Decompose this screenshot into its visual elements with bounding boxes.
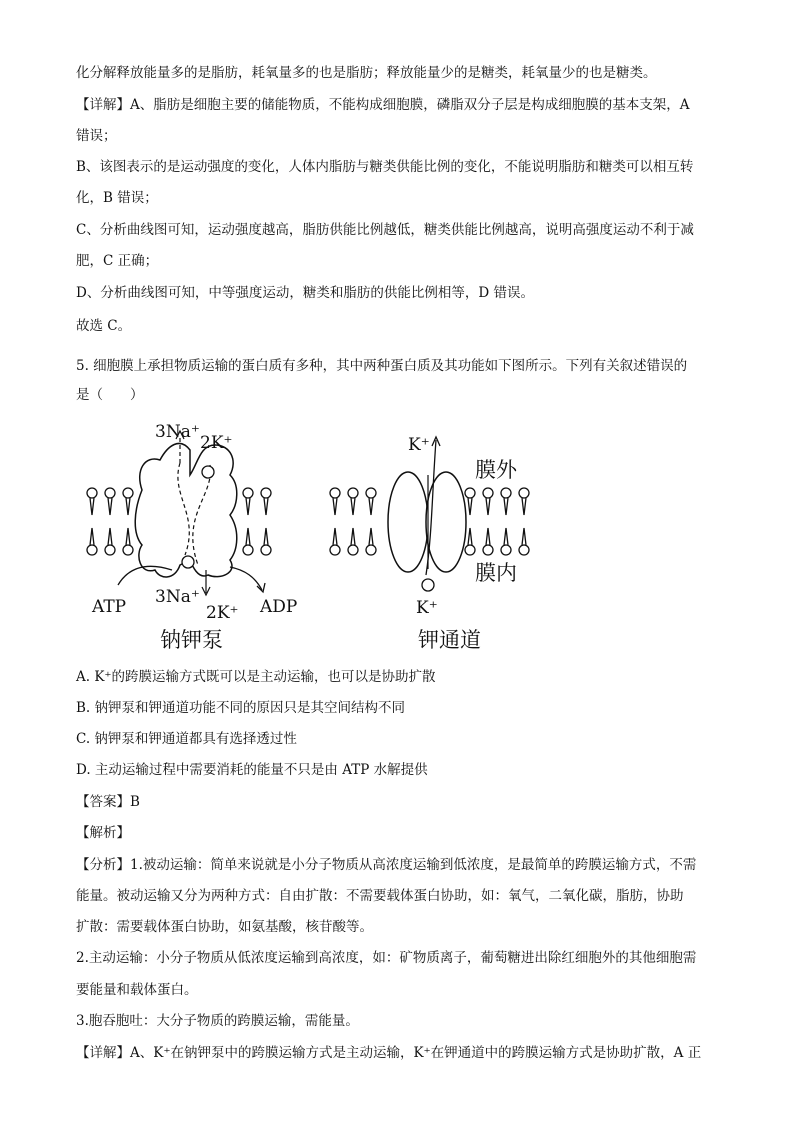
text-line: 化分解释放能量多的是脂肪，耗氧量多的也是脂肪；释放能量少的是糖类，耗氧量少的也是糖类。: [76, 65, 657, 81]
text-line: C、分析曲线图可知，运动强度越高，脂肪供能比例越低，糖类供能比例越高，说明高强度运动不利于减: [76, 222, 694, 238]
sodium-potassium-pump-figure: [87, 422, 297, 652]
analysis-line: 2.主动运输：小分子物质从低浓度运输到高浓度，如：矿物质离子，葡萄糖进出除红细胞外的其他细胞需: [76, 950, 697, 966]
answer-line: 【答案】B: [76, 794, 140, 810]
option-a: A. K⁺的跨膜运输方式既可以是主动运输，也可以是协助扩散: [76, 669, 436, 685]
pump-caption: 钠钾泵: [160, 628, 223, 652]
inside-membrane-label: 膜内: [475, 561, 517, 585]
text-line: 故选 C。: [76, 318, 132, 334]
outside-membrane-label: 膜外: [475, 458, 517, 482]
analysis-line: 3.胞吞胞吐：大分子物质的跨膜运输，需能量。: [76, 1013, 359, 1029]
question-stem-cont: 是（ ）: [76, 387, 144, 403]
analysis-line: 要能量和载体蛋白。: [76, 982, 198, 998]
analysis-title: 【解析】: [76, 825, 130, 841]
atp-label: ATP: [92, 597, 127, 617]
pump-bottom-k-label: 2K⁺: [206, 603, 239, 623]
option-d: D. 主动运输过程中需要消耗的能量不只是由 ATP 水解提供: [76, 762, 428, 778]
text-line: 化，B 错误；: [76, 190, 158, 206]
question-stem: 5. 细胞膜上承担物质运输的蛋白质有多种，其中两种蛋白质及其功能如下图所示。下列有关叙述错误的: [76, 358, 688, 374]
option-b: B. 钠钾泵和钾通道功能不同的原因只是其空间结构不同: [76, 700, 406, 716]
potassium-channel-figure: [330, 435, 529, 652]
option-c: C. 钠钾泵和钾通道都具有选择透过性: [76, 731, 297, 747]
text-line: 错误；: [76, 128, 117, 144]
text-line: B、该图表示的是运动强度的变化，人体内脂肪与糖类供能比例的变化，不能说明脂肪和糖类可以相互转: [76, 159, 694, 175]
channel-top-k-label: K⁺: [408, 435, 430, 455]
pump-top-na-label: 3Na⁺: [155, 422, 200, 442]
text-line: 【详解】A、脂肪是细胞主要的储能物质，不能构成细胞膜，磷脂双分子层是构成细胞膜的基本支架，A: [76, 97, 690, 113]
analysis-line: 【分析】1.被动运输：简单来说就是小分子物质从高浓度运输到低浓度，是最简单的跨膜运输方式，不需: [76, 857, 697, 873]
text-line: 肥，C 正确；: [76, 253, 159, 269]
analysis-line: 能量。被动运输又分为两种方式：自由扩散：不需要载体蛋白协助，如：氧气，二氧化碳，脂肪，协助: [76, 888, 684, 904]
pump-top-k-label: 2K⁺: [200, 433, 233, 453]
text-line: D、分析曲线图可知，中等强度运动，糖类和脂肪的供能比例相等，D 错误。: [76, 285, 534, 301]
pump-bottom-na-label: 3Na⁺: [155, 587, 200, 607]
channel-caption: 钾通道: [418, 628, 481, 652]
adp-label: ADP: [260, 597, 298, 617]
analysis-line: 【详解】A、K⁺在钠钾泵中的跨膜运输方式是主动运输，K⁺在钾通道中的跨膜运输方式是协助扩散，A 正: [76, 1045, 702, 1061]
membrane-transport-diagram: [80, 415, 540, 660]
analysis-line: 扩散：需要载体蛋白协助，如氨基酸，核苷酸等。: [76, 919, 373, 935]
channel-bottom-k-label: K⁺: [416, 598, 438, 618]
